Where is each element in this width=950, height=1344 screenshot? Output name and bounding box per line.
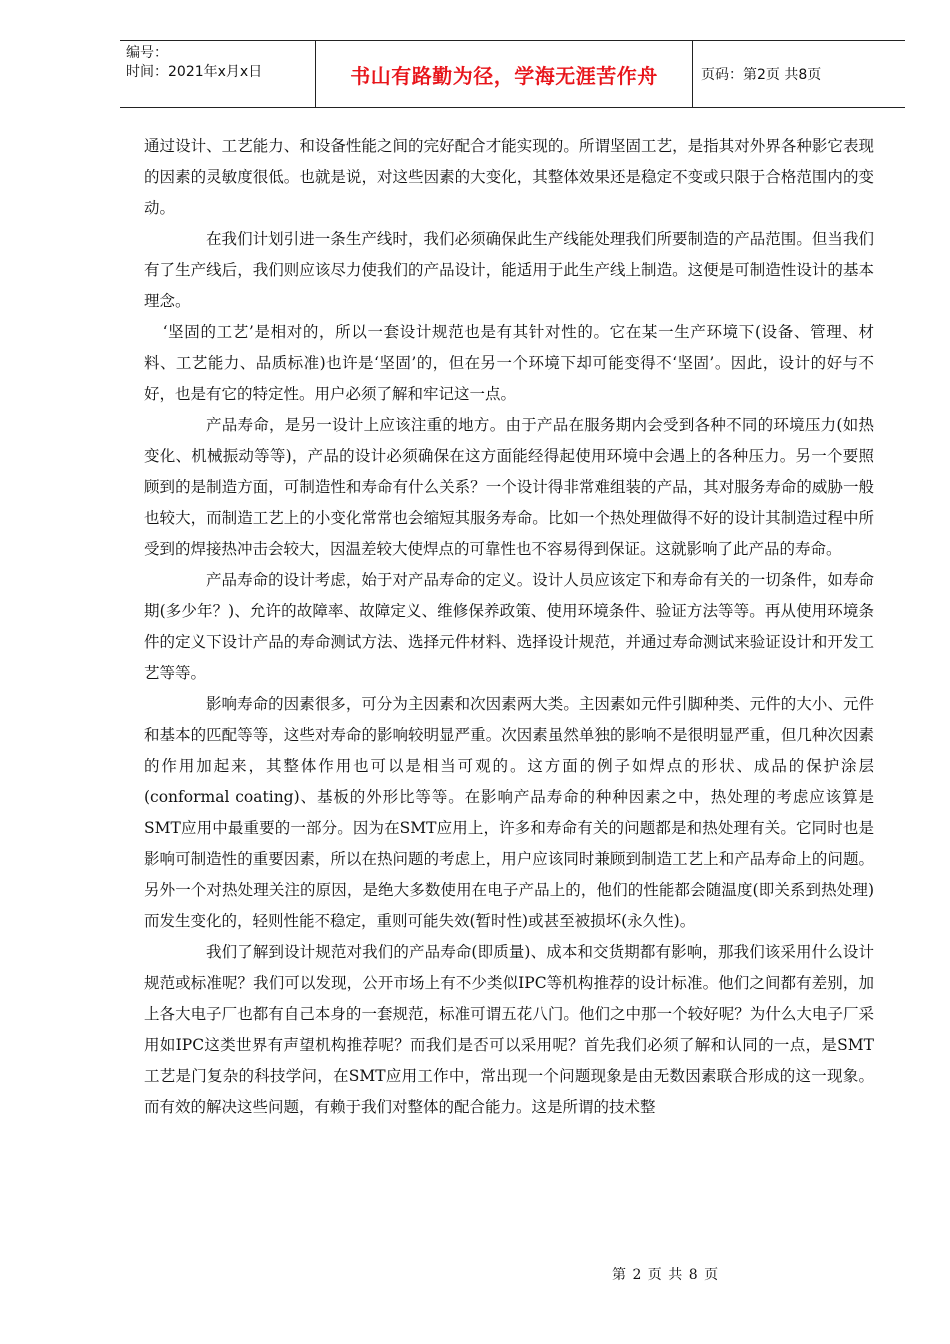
body-paragraph: 产品寿命，是另一设计上应该注重的地方。由于产品在服务期内会受到各种不同的环境压力(如热变化、机械振动等等)，产品的设计必须确保在这方面能经得起使用环境中会遇上的各种压力。另一个要照顾到的是制造方面，可制造性和寿命有什么关系？一个设计得非常难组装的产品，其对服务寿命的威胁一般也较大，而制造工艺上的小变化常常也会缩短其服务寿命。比如一个热处理做得不好的设计其制造过程中所受到的焊接热冲击会较大，因温差较大使焊点的可靠性也不容易得到保证。这就影响了此产品的寿命。 [144, 416, 874, 558]
header-meta [120, 41, 316, 107]
body-paragraph: 产品寿命的设计考虑，始于对产品寿命的定义。设计人员应该定下和寿命有关的一切条件，如寿命期(多少年？)、允许的故障率、故障定义、维修保养政策、使用环境条件、验证方法等等。再从使用环境条件的定义下设计产品的寿命测试方法、选择元件材料、选择设计规范，并通过寿命测试来验证设计和开发工艺等等。 [144, 571, 874, 682]
body-paragraph: 通过设计、工艺能力、和设备性能之间的完好配合才能实现的。所谓坚固工艺，是指其对外界各种影它表现的因素的灵敏度很低。也就是说，对这些因素的大变化，其整体效果还是稳定不变或只限于合格范围内的变动。 [144, 137, 874, 217]
page-footer: 第 2 页 共 8 页 [612, 1267, 720, 1283]
document-body [144, 131, 874, 1123]
body-paragraph: 影响寿命的因素很多，可分为主因素和次因素两大类。主因素如元件引脚种类、元件的大小、元件和基本的匹配等等，这些对寿命的影响较明显严重。次因素虽然单独的影响不是很明显严重，但几种次因素的作用加起来，其整体作用也可以是相当可观的。这方面的例子如焊点的形状、成品的保护涂层(conformal coating)、基板的外形比等等。在影响产品寿命的种种因素之中，热处理的考虑应该算是SMT应用中最重要的一部分。因为在SMT应用上，许多和寿命有关的问题都是和热处理有关。它同时也是影响可制造性的重要因素，所以在热问题的考虑上，用户应该同时兼顾到制造工艺上和产品寿命上的问题。另外一个对热处理关注的原因，是绝大多数使用在电子产品上的，他们的性能都会随温度(即关系到热处理)而发生变化的，轻则性能不稳定，重则可能失效(暂时性)或甚至被损坏(永久性)。 [144, 695, 874, 930]
body-paragraph: 我们了解到设计规范对我们的产品寿命(即质量)、成本和交货期都有影响，那我们该采用什么设计规范或标准呢？我们可以发现，公开市场上有不少类似IPC等机构推荐的设计标准。他们之间都有差别，加上各大电子厂也都有自己本身的一套规范，标准可谓五花八门。他们之中那一个较好呢？为什么大电子厂采用如IPC这类世界有声望机构推荐呢？而我们是否可以采用呢？首先我们必须了解和认同的一点，是SMT工艺是门复杂的科技学问，在SMT应用工作中，常出现一个问题现象是由无数因素联合形成的这一现象。而有效的解决这些问题，有赖于我们对整体的配合能力。这是所谓的技术整 [144, 943, 874, 1116]
header-motto: 书山有路勤为径，学海无涯苦作舟 [316, 41, 693, 107]
body-paragraph: ‘坚固的工艺’是相对的，所以一套设计规范也是有其针对性的。它在某一生产环境下(设备、管理、材料、工艺能力、品质标准)也许是‘坚固’的，但在另一个环境下却可能变得不‘坚固’。因此，设计的好与不好，也是有它的特定性。用户必须了解和牢记这一点。 [144, 323, 874, 403]
page-header [120, 40, 905, 108]
header-page-code: 页码：第2页 共8页 [701, 67, 822, 83]
document-number-label: 编号： [126, 45, 168, 61]
document-time-label: 时间：2021年x月x日 [126, 64, 263, 80]
body-paragraph: 在我们计划引进一条生产线时，我们必须确保此生产线能处理我们所要制造的产品范围。但当我们有了生产线后，我们则应该尽力使我们的产品设计，能适用于此生产线上制造。这便是可制造性设计的基本理念。 [144, 230, 874, 310]
